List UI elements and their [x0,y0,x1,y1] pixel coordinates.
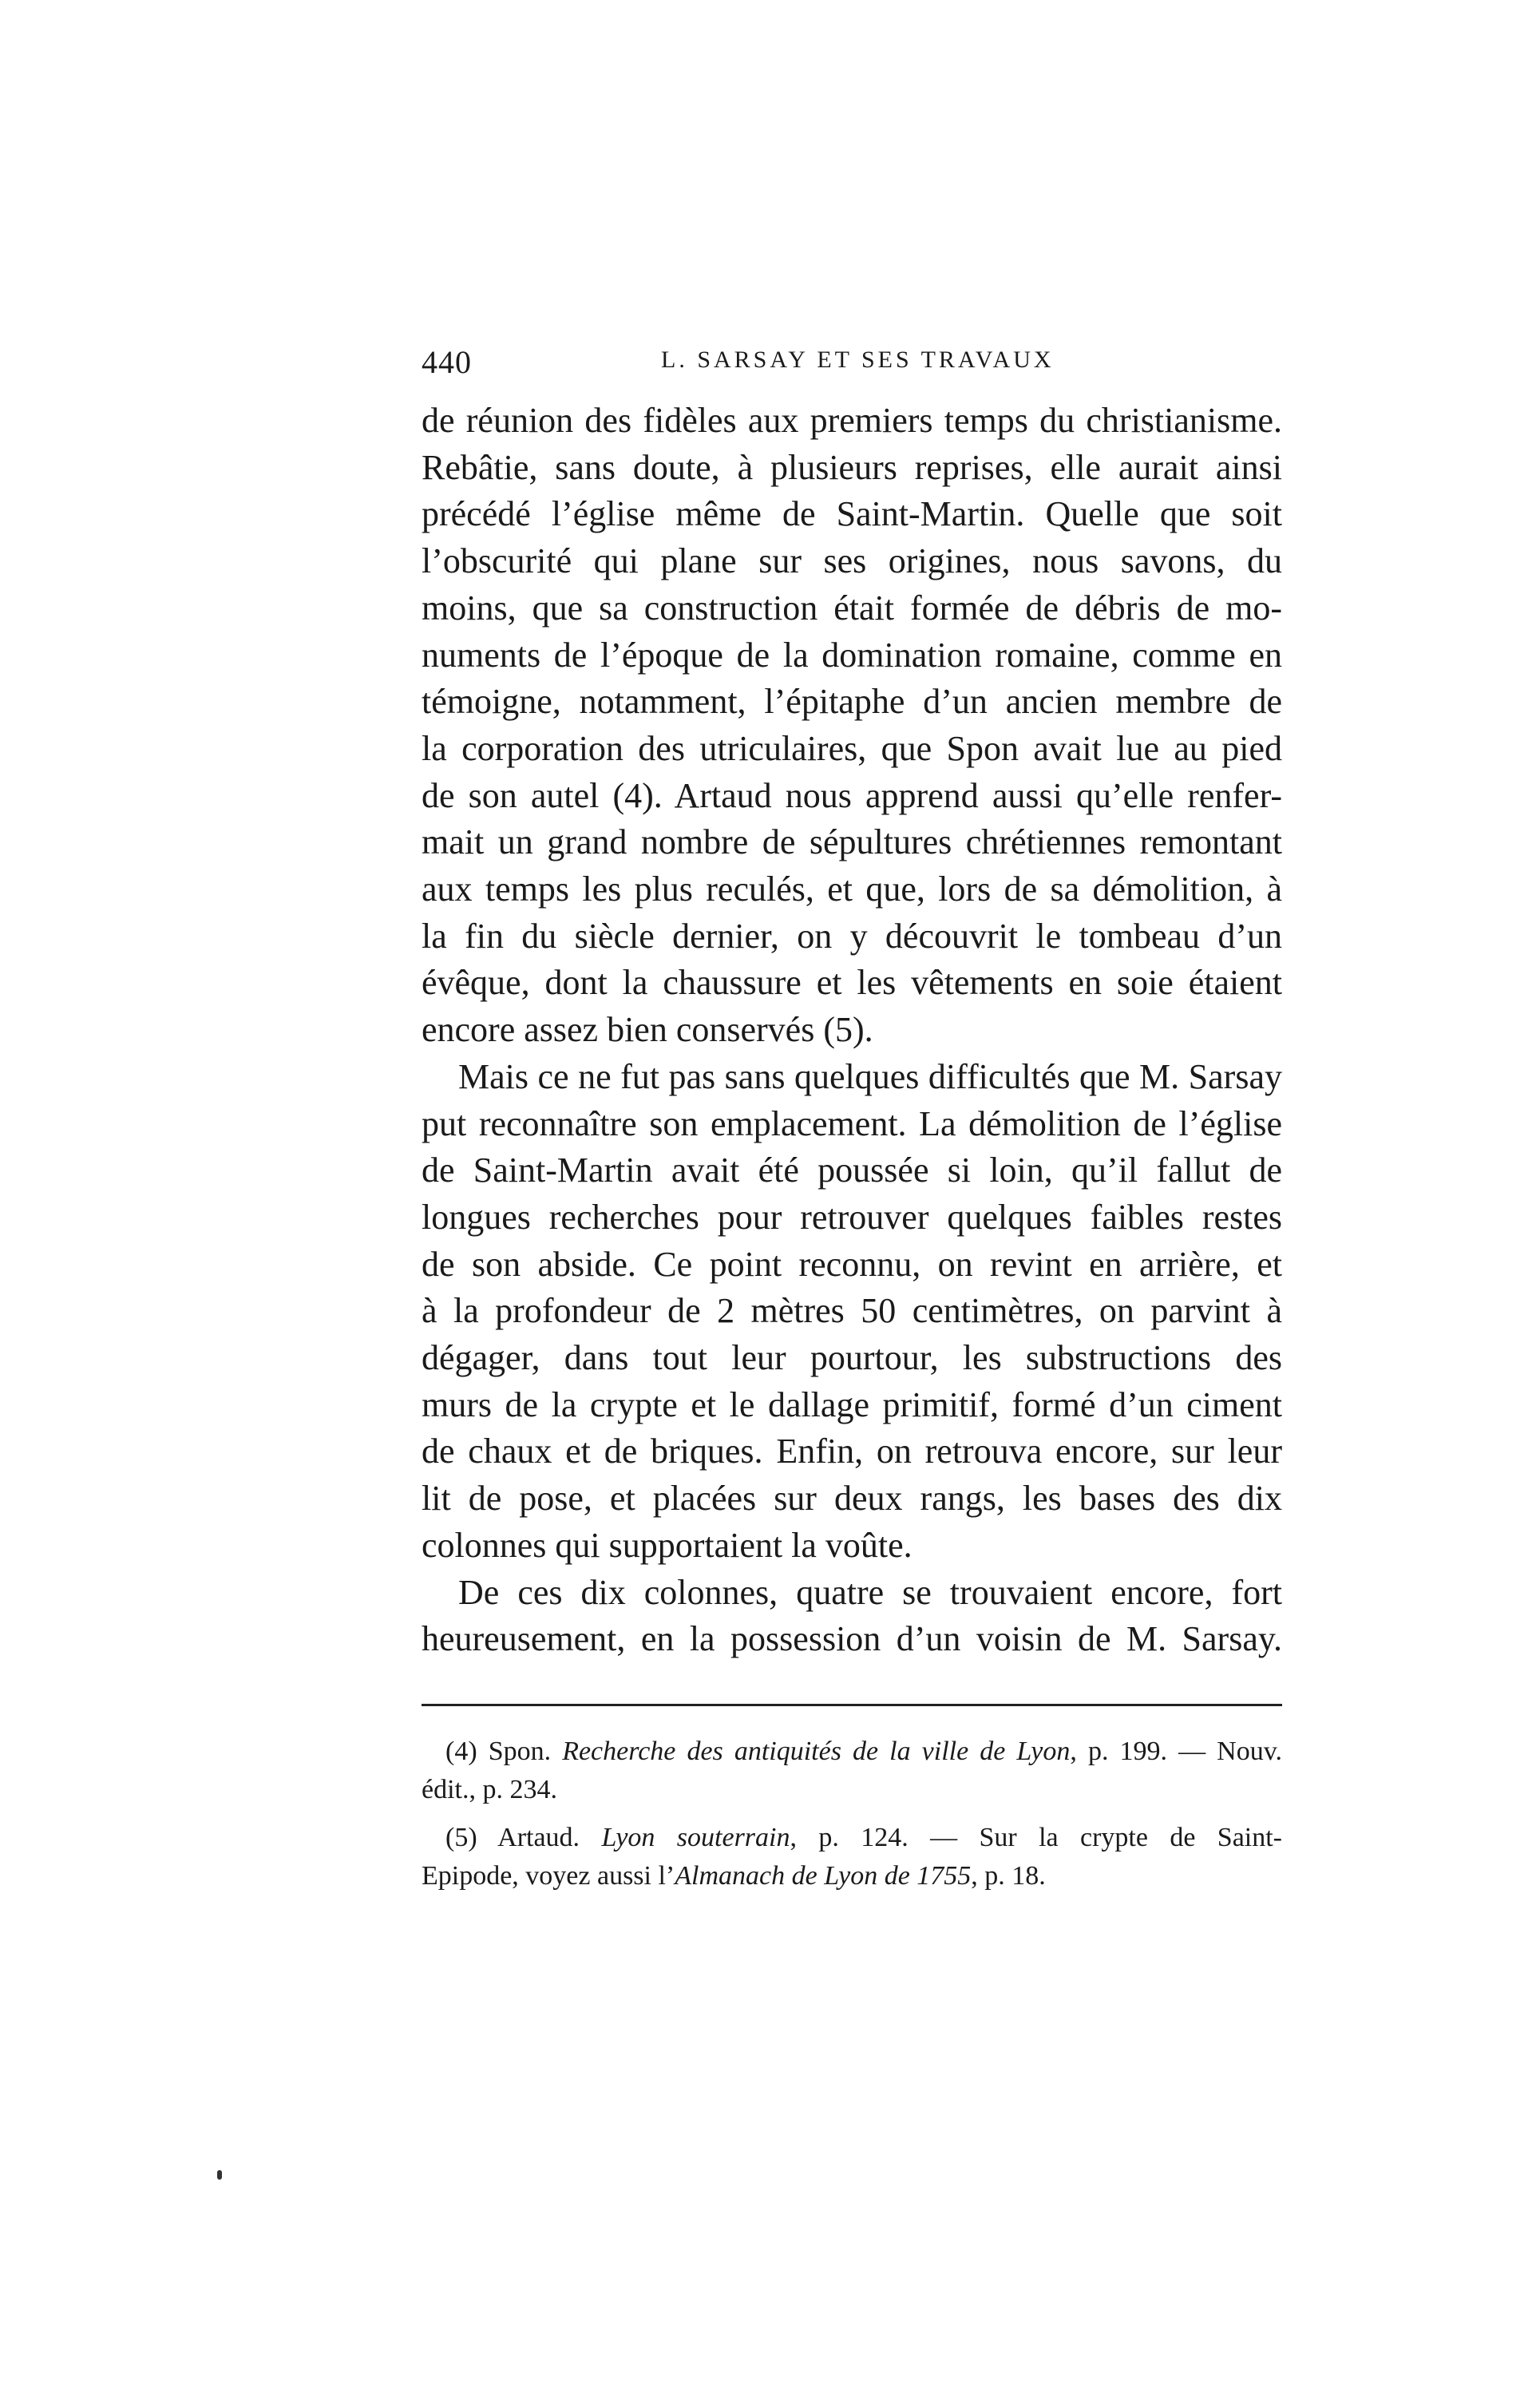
text-line: moins, que sa construction était formée de débris de mo- [422,588,1282,628]
footnote-line [445,1819,1282,1857]
text-line: heureusement, en la possession d’un voisin de M. Sarsay. [422,1619,1282,1659]
text-line: Rebâtie, sans doute, à plusieurs reprises, elle aurait ainsi [422,447,1282,487]
footnote-lead: (4) Spon. [445,1737,563,1766]
text-line: témoigne, notamment, l’épitaphe d’un ancien membre de [422,682,1282,722]
text-line: mait un grand nombre de sépultures chrétiennes remontant [422,822,1282,862]
text-line: put reconnaître son emplacement. La démolition de l’église [422,1103,1282,1143]
footnote-text: Epipode, voyez aussi l’ [422,1861,675,1891]
footnote-work-title: Almanach de Lyon de 1755 [675,1861,972,1891]
text-line: de Saint-Martin avait été poussée si loin, qu’il fallut de [422,1151,1282,1190]
text-line: De ces dix colonnes, quatre se trouvaient encore, fort [458,1572,1282,1612]
footnote-rule [422,1704,1282,1706]
text-line: à la profondeur de 2 mètres 50 centimètres, on parvint à [422,1291,1282,1331]
text-line: longues recherches pour retrouver quelques faibles restes [422,1197,1282,1237]
footnote-4 [422,1733,1282,1771]
text-line: de chaux et de briques. Enfin, on retrouva encore, sur leur [422,1432,1282,1471]
footnote-line [422,1857,1282,1895]
footnote-line [445,1733,1282,1771]
text-line: la corporation des utriculaires, que Spon avait lue au pied [422,728,1282,768]
footnote-lead: (5) Artaud. [445,1823,602,1852]
text-line: colonnes qui supportaient la voûte. [422,1525,912,1565]
text-line: aux temps les plus reculés, et que, lors de sa démolition, à [422,869,1282,909]
text-line: murs de la crypte et le dallage primitif, formé d’un ciment [422,1384,1282,1424]
text-line: précédé l’église même de Saint-Martin. Quelle que soit [422,494,1282,534]
running-title: L. SARSAY ET SES TRAVAUX [661,347,1055,373]
footnote-gap [422,1809,1282,1819]
page-number: 440 [422,344,472,380]
footnote-text: , p. 124. — Sur la crypte de Saint- [790,1823,1282,1852]
text-line: dégager, dans tout leur pourtour, les substructions des [422,1338,1282,1378]
text-line: de son autel (4). Artaud nous apprend aussi qu’elle renfer- [422,775,1282,815]
footnotes [422,1733,1282,1895]
footnote-text: , p. 199. — Nouv. [1070,1737,1282,1766]
footnote-5 [422,1819,1282,1857]
text-line: lit de pose, et placées sur deux rangs, les bases des dix [422,1479,1282,1519]
text-line: numents de l’époque de la domination romaine, comme en [422,635,1282,675]
running-head [422,343,1282,391]
text-line: de réunion des fidèles aux premiers temps du christianisme. [422,401,1282,440]
footnote-work-title: Lyon souterrain [601,1823,790,1852]
text-line: évêque, dont la chaussure et les vêtements en soie étaient [422,963,1282,1003]
footnote-line: édit., p. 234. [422,1775,557,1804]
footnote-text: , p. 18. [971,1861,1046,1891]
footnote-work-title: Recherche des antiquités de la ville de Lyon [562,1737,1071,1766]
body-text [422,398,1282,1663]
text-line: de son abside. Ce point reconnu, on revint en arrière, et [422,1244,1282,1284]
ink-speck [217,2170,222,2180]
text-line: la fin du siècle dernier, on y découvrit le tombeau d’un [422,916,1282,956]
text-line: l’obscurité qui plane sur ses origines, nous savons, du [422,541,1282,581]
text-line: Mais ce ne fut pas sans quelques difficultés que M. Sarsay [458,1056,1282,1096]
text-line: encore assez bien conservés (5). [422,1010,873,1050]
